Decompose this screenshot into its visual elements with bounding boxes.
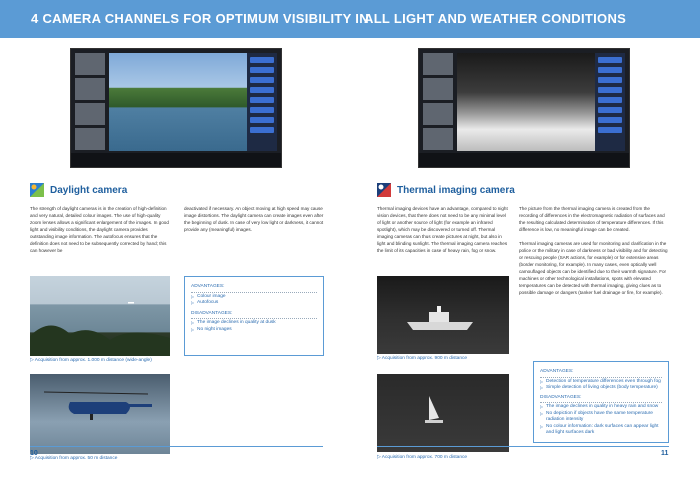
- header-title-right: ALL LIGHT AND WEATHER CONDITIONS: [364, 11, 627, 26]
- daylight-heading: [30, 180, 127, 200]
- footer-line-left: [30, 446, 323, 447]
- daylight-photo-coast: [30, 276, 170, 356]
- daylight-disadvantage-item: ▷ The image declines in quality at dusk: [191, 320, 317, 327]
- thermal-disadvantage-item: ▷ No colour information: dark surfaces can appear light and light surfaces dark: [540, 424, 662, 437]
- thermal-advantage-item: ▷ Detection of temperature differences even through fog: [540, 379, 662, 386]
- thermal-photo-sailboat: [377, 374, 509, 452]
- thermal-disadvantage-item: ▷ No depiction if objects have the same temperature radiation intensity: [540, 411, 662, 424]
- footer-line-right: [377, 446, 669, 447]
- thermal-main-view: [457, 53, 597, 151]
- thermal-pros-cons-box: ADVANTAGES: ▷ Detection of temperature differences even through fog ▷ Simple detection of living objects (body temperature) DISADVANTAGES: ▷ The image declines in quality in heavy rain and snow ▷ No depiction if objects have the same temperature radiation intensity ▷ No colour information: dark surfaces can appear light and light surfaces dark: [533, 361, 669, 443]
- thermal-text-col1: Thermal imaging devices have an advantage, compared to night vision devices, that there does not need to be any minimal level of light or another source of light (for example an infrared spotlight), which may be discovered or turned off. Thermal imaging cameras can thus create pictures at night, but also in light and blinding sunlight. The thermal imaging camera reaches the limit of its capacities in case of heavy rain, fog or snow.: [377, 206, 508, 253]
- daylight-pros-cons-box: ADVANTAGES: ▷ Colour image ▷ Autofocus DISADVANTAGES: ▷ The image declines in quality at dusk ▷ No night images: [184, 276, 324, 356]
- thermal-title: Thermal imaging camera: [397, 184, 515, 196]
- page-number-left: 10: [30, 450, 38, 457]
- thermal-disadvantage-item: ▷ The image declines in quality in heavy rain and snow: [540, 404, 662, 411]
- daylight-title: Daylight camera: [50, 184, 128, 196]
- thermal-ui-screenshot: [418, 48, 630, 168]
- daylight-text-col1: The strength of daylight cameras is in the creation of high-definition and very natural, detailed colour images. The use of high-quality zoom lenses allows a significant enlargement of the images. In good light and visibility conditions, the daylight camera provides outstanding image information. The autofocus ensures that the definition does not need to be subsequently corrected by hand; this can however be: [30, 206, 169, 253]
- thermal-photo-ship: [377, 276, 509, 354]
- header-title-left: 4 CAMERA CHANNELS FOR OPTIMUM VISIBILITY IN: [31, 11, 369, 26]
- sun-icon: [30, 183, 44, 197]
- daylight-ui-screenshot: [70, 48, 282, 168]
- thermal-text-col2: The picture from the thermal imaging camera is created from the recording of differences in the electromagnetic radiation of surfaces and the resulting calculated determination of temperature differences. If this difference is low, no meaningful image can be created. Thermal imaging cameras are used for monitoring and clarification in the police or the military in case of darkness or bad visibility and for detecting or rescuing people (SAR actions, for example) or for extensive areas (border monitoring, for example). In many cases, even optically well camouflaged objects can be identified due to their warmth signature. For machines or other technological installations, spots with elevated temperatures can be detected with thermal imaging, giving clues as to possible damage or dangers (tanker fuel drainage or fire, for example).: [519, 206, 668, 295]
- daylight-disadvantage-item: ▷ No night images: [191, 327, 317, 334]
- daylight-text-col2: deactivated if necessary. An object moving at high speed may cause image distortions. The daylight camera can create images even after the beginning of dusk. In case of very low light or darkness, it cannot provide any (meaningful) images.: [184, 206, 324, 232]
- daylight-caption-2: ▷ Acquisition from approx. 50 m distance: [30, 456, 118, 461]
- page-number-right: 11: [661, 450, 669, 457]
- daylight-advantage-item: ▷ Autofocus: [191, 300, 317, 307]
- thermal-advantage-item: ▷ Simple detection of living objects (body temperature): [540, 385, 662, 392]
- thermal-icon: [377, 183, 391, 197]
- daylight-photo-helicopter: [30, 374, 170, 454]
- thermal-heading: [377, 180, 515, 200]
- daylight-main-view: [109, 53, 249, 151]
- thermal-caption-1: ▷ Acquisition from approx. 900 m distance: [377, 356, 468, 361]
- daylight-caption-1: ▷ Acquisition from approx. 1.000 m distance (wide-angle): [30, 358, 152, 363]
- thermal-caption-2: ▷ Acquisition from approx. 700 m distance: [377, 455, 468, 460]
- header-band: [0, 0, 700, 38]
- daylight-advantage-item: ▷ Colour image: [191, 294, 317, 301]
